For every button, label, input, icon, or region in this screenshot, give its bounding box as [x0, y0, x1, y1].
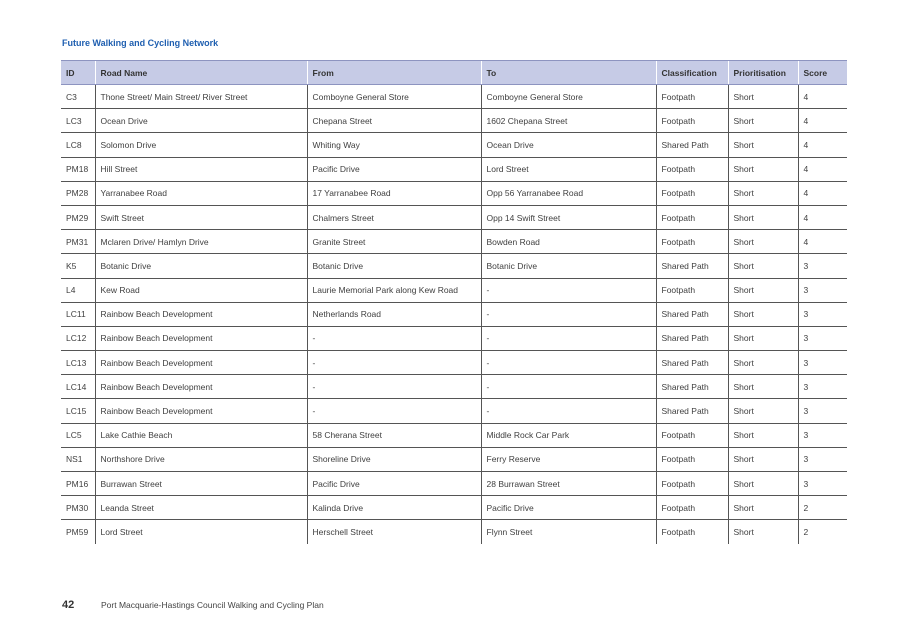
cell-id: PM29 — [61, 205, 95, 229]
cell-from: Shoreline Drive — [307, 447, 481, 471]
cell-classification: Footpath — [656, 85, 728, 109]
cell-score: 3 — [798, 472, 847, 496]
cell-from: Herschell Street — [307, 520, 481, 544]
column-header-classification: Classification — [656, 61, 728, 85]
cell-score: 2 — [798, 520, 847, 544]
column-header-to: To — [481, 61, 656, 85]
cell-road-name: Yarranabee Road — [95, 181, 307, 205]
cell-score: 3 — [798, 375, 847, 399]
cell-score: 4 — [798, 133, 847, 157]
cell-prioritisation: Short — [728, 157, 798, 181]
cell-classification: Shared Path — [656, 133, 728, 157]
cell-id: LC12 — [61, 326, 95, 350]
cell-id: PM31 — [61, 230, 95, 254]
cell-to: 28 Burrawan Street — [481, 472, 656, 496]
table-row — [61, 423, 847, 447]
cell-to: Bowden Road — [481, 230, 656, 254]
table-row — [61, 278, 847, 302]
cell-classification: Footpath — [656, 278, 728, 302]
cell-classification: Footpath — [656, 447, 728, 471]
cell-from: - — [307, 351, 481, 375]
column-header-prioritisation: Prioritisation — [728, 61, 798, 85]
cell-road-name: Ocean Drive — [95, 109, 307, 133]
cell-score: 3 — [798, 278, 847, 302]
cell-road-name: Kew Road — [95, 278, 307, 302]
table-row — [61, 447, 847, 471]
table-row — [61, 254, 847, 278]
cell-id: PM28 — [61, 181, 95, 205]
cell-road-name: Mclaren Drive/ Hamlyn Drive — [95, 230, 307, 254]
cell-prioritisation: Short — [728, 399, 798, 423]
cell-prioritisation: Short — [728, 181, 798, 205]
cell-to: - — [481, 302, 656, 326]
cell-from: - — [307, 375, 481, 399]
cell-to: Lord Street — [481, 157, 656, 181]
column-header-id: ID — [61, 61, 95, 85]
cell-from: - — [307, 326, 481, 350]
table-row — [61, 85, 847, 109]
cell-score: 3 — [798, 447, 847, 471]
cell-classification: Footpath — [656, 520, 728, 544]
cell-prioritisation: Short — [728, 109, 798, 133]
table-row — [61, 351, 847, 375]
cell-prioritisation: Short — [728, 447, 798, 471]
page-number: 42 — [62, 599, 75, 611]
cell-to: - — [481, 351, 656, 375]
cell-from: Comboyne General Store — [307, 85, 481, 109]
cell-classification: Footpath — [656, 109, 728, 133]
cell-id: PM59 — [66, 526, 89, 537]
column-header-road-name: Road Name — [95, 61, 307, 85]
table-body — [61, 85, 847, 544]
cell-id: LC11 — [61, 302, 95, 326]
table-row — [61, 472, 847, 496]
cell-classification: Shared Path — [656, 254, 728, 278]
cell-road-name: Solomon Drive — [95, 133, 307, 157]
cell-prioritisation: Short — [728, 520, 798, 544]
cell-from: Pacific Drive — [307, 472, 481, 496]
cell-classification: Shared Path — [656, 326, 728, 350]
cell-score: 3 — [798, 351, 847, 375]
cell-id: PM18 — [61, 157, 95, 181]
cell-score: 4 — [798, 157, 847, 181]
cell-classification: Footpath — [656, 157, 728, 181]
cell-road-name: Rainbow Beach Development — [95, 375, 307, 399]
cell-to: Opp 56 Yarranabee Road — [481, 181, 656, 205]
cell-score: 4 — [798, 205, 847, 229]
cell-score: 3 — [798, 326, 847, 350]
cell-road-name: Rainbow Beach Development — [95, 302, 307, 326]
cell-classification: Footpath — [656, 181, 728, 205]
cell-from: 58 Cherana Street — [307, 423, 481, 447]
cell-from: Kalinda Drive — [307, 496, 481, 520]
cell-score: 4 — [798, 85, 847, 109]
cell-id: LC5 — [61, 423, 95, 447]
cell-road-name: Rainbow Beach Development — [95, 399, 307, 423]
cell-road-name: Botanic Drive — [95, 254, 307, 278]
cell-id: LC8 — [61, 133, 95, 157]
cell-from: Chepana Street — [307, 109, 481, 133]
cell-to: Ferry Reserve — [481, 447, 656, 471]
cell-from: - — [307, 399, 481, 423]
cell-prioritisation: Short — [728, 254, 798, 278]
cell-road-name: Rainbow Beach Development — [95, 326, 307, 350]
cell-road-name: Thone Street/ Main Street/ River Street — [95, 85, 307, 109]
cell-from: Botanic Drive — [307, 254, 481, 278]
cell-id: K5 — [61, 254, 95, 278]
table-row — [61, 399, 847, 423]
cell-from: Laurie Memorial Park along Kew Road — [307, 278, 481, 302]
cell-classification: Footpath — [656, 496, 728, 520]
cell-prioritisation: Short — [728, 375, 798, 399]
table-row — [61, 496, 847, 520]
cell-to: 1602 Chepana Street — [481, 109, 656, 133]
table-header-row — [61, 61, 847, 85]
cell-classification: Footpath — [656, 423, 728, 447]
cell-from: Pacific Drive — [307, 157, 481, 181]
cell-to: - — [481, 399, 656, 423]
cell-prioritisation: Short — [728, 496, 798, 520]
cell-from: Whiting Way — [307, 133, 481, 157]
walking-cycling-network-table — [61, 60, 847, 544]
cell-to: - — [481, 326, 656, 350]
cell-road-name: Lord Street — [95, 520, 307, 544]
cell-score: 3 — [798, 423, 847, 447]
cell-classification: Shared Path — [656, 302, 728, 326]
cell-id: NS1 — [61, 447, 95, 471]
cell-from: Granite Street — [307, 230, 481, 254]
cell-road-name: Lake Cathie Beach — [95, 423, 307, 447]
cell-classification: Footpath — [656, 205, 728, 229]
cell-prioritisation: Short — [728, 423, 798, 447]
cell-score: 4 — [798, 230, 847, 254]
cell-to: Botanic Drive — [481, 254, 656, 278]
column-header-score: Score — [798, 61, 847, 85]
cell-road-name: Swift Street — [95, 205, 307, 229]
table-row — [61, 205, 847, 229]
cell-classification: Shared Path — [656, 375, 728, 399]
table-row — [61, 157, 847, 181]
cell-to: Ocean Drive — [481, 133, 656, 157]
cell-road-name: Hill Street — [95, 157, 307, 181]
cell-to: Middle Rock Car Park — [481, 423, 656, 447]
cell-prioritisation: Short — [728, 302, 798, 326]
cell-prioritisation: Short — [728, 351, 798, 375]
table-row — [61, 181, 847, 205]
cell-to: Flynn Street — [481, 520, 656, 544]
table-row — [61, 326, 847, 350]
cell-prioritisation: Short — [728, 85, 798, 109]
cell-to: - — [481, 278, 656, 302]
cell-id: L4 — [61, 278, 95, 302]
cell-score: 3 — [798, 254, 847, 278]
document-title: Port Macquarie-Hastings Council Walking and Cycling Plan — [101, 600, 324, 610]
cell-id: LC14 — [61, 375, 95, 399]
cell-prioritisation: Short — [728, 472, 798, 496]
cell-id: LC3 — [61, 109, 95, 133]
cell-to: Comboyne General Store — [481, 85, 656, 109]
cell-id: LC13 — [61, 351, 95, 375]
cell-from: Chalmers Street — [307, 205, 481, 229]
cell-prioritisation: Short — [728, 278, 798, 302]
cell-road-name: Rainbow Beach Development — [95, 351, 307, 375]
cell-road-name: Leanda Street — [95, 496, 307, 520]
cell-score: 4 — [798, 109, 847, 133]
cell-from: 17 Yarranabee Road — [307, 181, 481, 205]
cell-prioritisation: Short — [728, 133, 798, 157]
cell-id: LC15 — [61, 399, 95, 423]
table-row — [61, 520, 847, 544]
cell-id: PM30 — [61, 496, 95, 520]
table-row — [61, 302, 847, 326]
section-title: Future Walking and Cycling Network — [62, 38, 219, 48]
table-row — [61, 133, 847, 157]
cell-classification: Footpath — [656, 472, 728, 496]
cell-from: Netherlands Road — [307, 302, 481, 326]
cell-to: Opp 14 Swift Street — [481, 205, 656, 229]
cell-to: Pacific Drive — [481, 496, 656, 520]
cell-road-name: Northshore Drive — [95, 447, 307, 471]
cell-classification: Shared Path — [656, 351, 728, 375]
cell-score: 3 — [798, 399, 847, 423]
cell-road-name: Burrawan Street — [95, 472, 307, 496]
cell-id: PM16 — [61, 472, 95, 496]
table-row — [61, 375, 847, 399]
cell-prioritisation: Short — [728, 205, 798, 229]
cell-score: 3 — [798, 302, 847, 326]
cell-score: 4 — [798, 181, 847, 205]
cell-classification: Shared Path — [656, 399, 728, 423]
cell-prioritisation: Short — [728, 230, 798, 254]
cell-id: C3 — [61, 85, 95, 109]
cell-score: 2 — [798, 496, 847, 520]
table-row — [61, 109, 847, 133]
table-row — [61, 230, 847, 254]
cell-prioritisation: Short — [728, 326, 798, 350]
cell-to: - — [481, 375, 656, 399]
cell-classification: Footpath — [656, 230, 728, 254]
column-header-from: From — [307, 61, 481, 85]
